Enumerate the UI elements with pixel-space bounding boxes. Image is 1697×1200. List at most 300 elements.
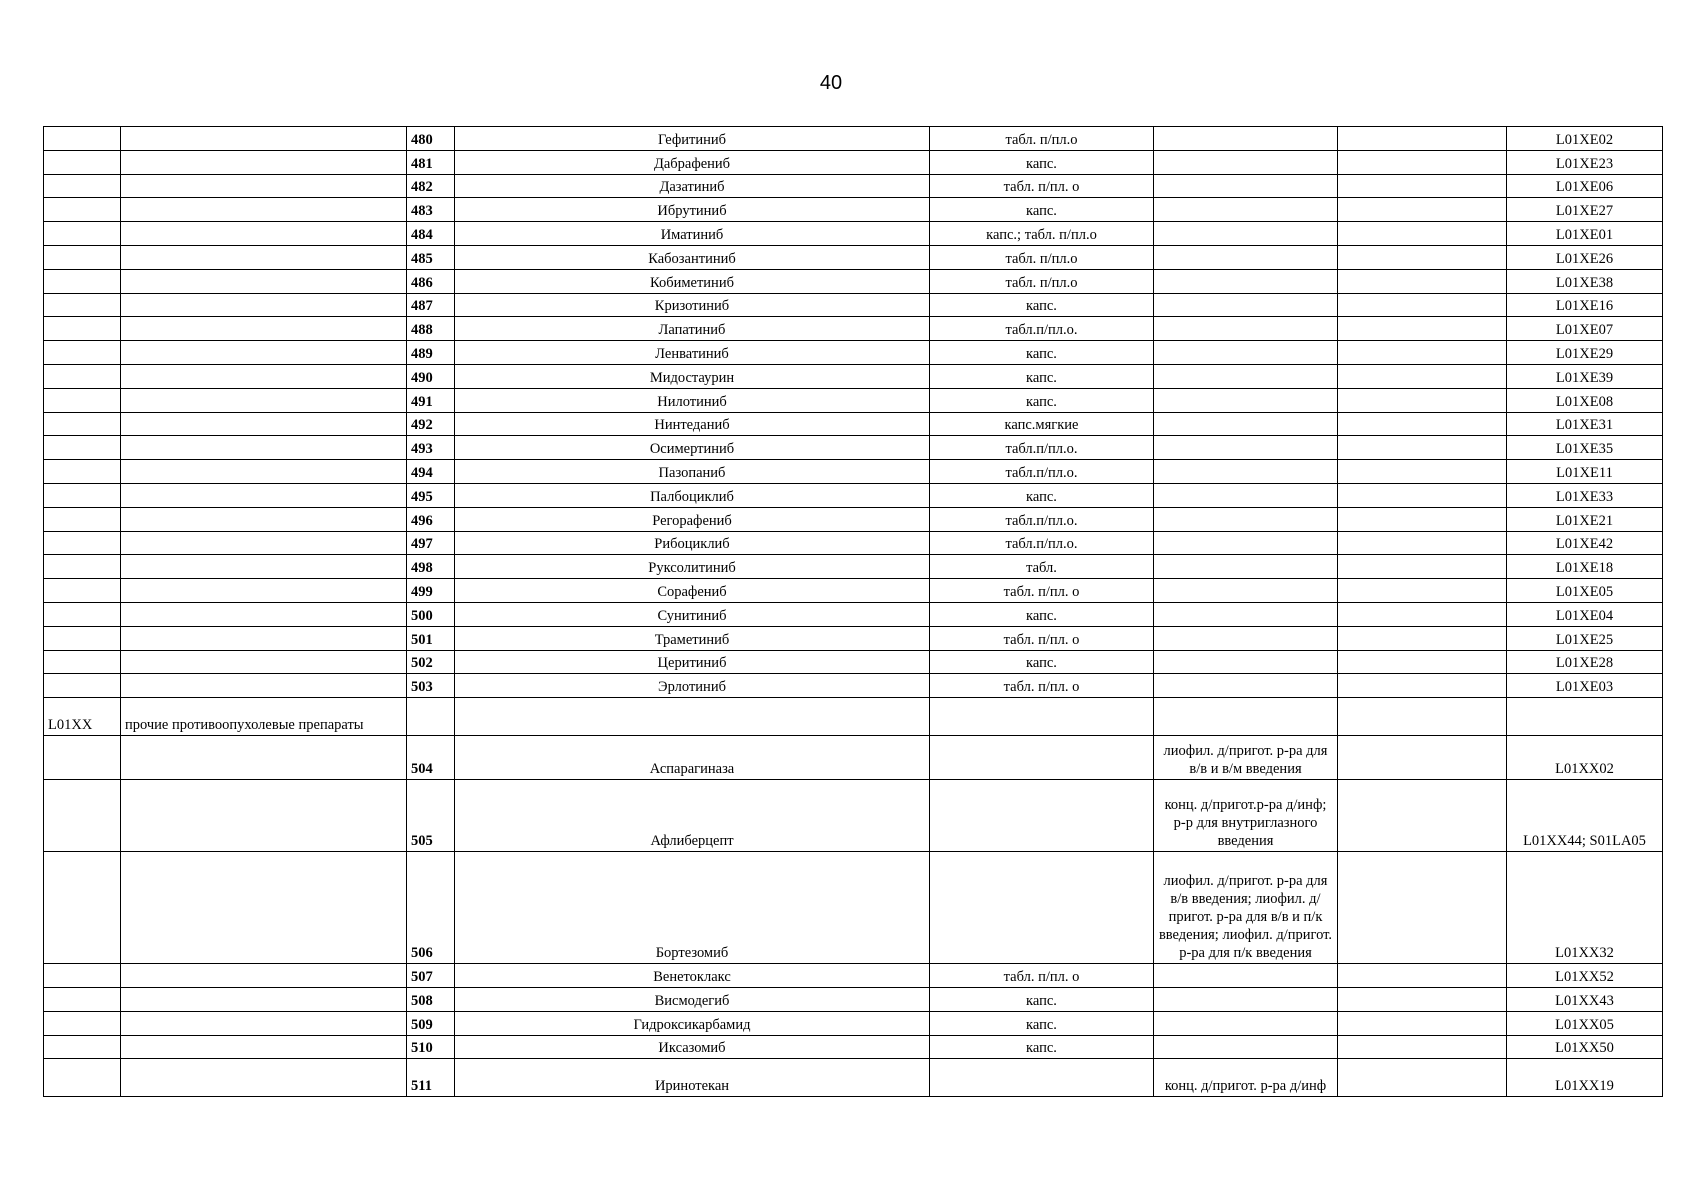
- row-number-cell: 492: [407, 412, 455, 436]
- extra-cell: [1338, 388, 1507, 412]
- group-name-cell: [121, 507, 407, 531]
- atc-drug-code-cell: L01XX44; S01LA05: [1507, 780, 1663, 852]
- group-name-cell: [121, 412, 407, 436]
- atc-drug-code-cell: L01XE39: [1507, 364, 1663, 388]
- extra-cell: [1338, 293, 1507, 317]
- injection-form-cell: конц. д/пригот.р-ра д/инф; р-р для внутриглазного введения: [1154, 780, 1338, 852]
- injection-form-cell: [1154, 198, 1338, 222]
- table-row: [44, 364, 1663, 388]
- drug-name-cell: Ибрутиниб: [455, 198, 930, 222]
- table-row: [44, 674, 1663, 698]
- atc-drug-code-cell: L01XE35: [1507, 436, 1663, 460]
- drug-name-cell: Афлиберцепт: [455, 780, 930, 852]
- dosage-form-cell: [930, 1059, 1154, 1097]
- table-row: [44, 222, 1663, 246]
- table-row: [44, 1011, 1663, 1035]
- atc-code-cell: [44, 780, 121, 852]
- atc-code-cell: [44, 127, 121, 151]
- atc-code-cell: [44, 412, 121, 436]
- table-row: [44, 150, 1663, 174]
- row-number-cell: 494: [407, 460, 455, 484]
- drug-name-cell: Эрлотиниб: [455, 674, 930, 698]
- injection-form-cell: лиофил. д/пригот. р-ра для в/в и в/м введения: [1154, 736, 1338, 780]
- group-name-cell: [121, 198, 407, 222]
- table-row: [44, 602, 1663, 626]
- extra-cell: [1338, 736, 1507, 780]
- atc-drug-code-cell: [1507, 698, 1663, 736]
- atc-drug-code-cell: L01XE25: [1507, 626, 1663, 650]
- row-number-cell: 510: [407, 1035, 455, 1059]
- drug-name-cell: Лапатиниб: [455, 317, 930, 341]
- group-name-cell: [121, 174, 407, 198]
- drug-name-cell: Осимертиниб: [455, 436, 930, 460]
- dosage-form-cell: [930, 780, 1154, 852]
- group-name-cell: [121, 436, 407, 460]
- atc-code-cell: [44, 317, 121, 341]
- injection-form-cell: конц. д/пригот. р-ра д/инф: [1154, 1059, 1338, 1097]
- drug-name-cell: Сорафениб: [455, 579, 930, 603]
- atc-code-cell: [44, 1035, 121, 1059]
- group-name-cell: [121, 626, 407, 650]
- table-row: [44, 626, 1663, 650]
- dosage-form-cell: капс.: [930, 364, 1154, 388]
- atc-drug-code-cell: L01XE18: [1507, 555, 1663, 579]
- extra-cell: [1338, 412, 1507, 436]
- atc-drug-code-cell: L01XE02: [1507, 127, 1663, 151]
- atc-code-cell: [44, 602, 121, 626]
- drug-name-cell: Иксазомиб: [455, 1035, 930, 1059]
- group-name-cell: [121, 1011, 407, 1035]
- drug-name-cell: Траметиниб: [455, 626, 930, 650]
- drug-name-cell: Пазопаниб: [455, 460, 930, 484]
- atc-drug-code-cell: L01XX50: [1507, 1035, 1663, 1059]
- injection-form-cell: [1154, 222, 1338, 246]
- drug-name-cell: Кобиметиниб: [455, 269, 930, 293]
- drug-list-table: [43, 126, 1663, 1097]
- drug-name-cell: Бортезомиб: [455, 852, 930, 964]
- extra-cell: [1338, 579, 1507, 603]
- drug-name-cell: Руксолитиниб: [455, 555, 930, 579]
- extra-cell: [1338, 436, 1507, 460]
- atc-drug-code-cell: L01XX43: [1507, 987, 1663, 1011]
- injection-form-cell: [1154, 698, 1338, 736]
- group-name-cell: [121, 245, 407, 269]
- row-number-cell: 498: [407, 555, 455, 579]
- atc-drug-code-cell: L01XX19: [1507, 1059, 1663, 1097]
- table-row: [44, 987, 1663, 1011]
- extra-cell: [1338, 174, 1507, 198]
- extra-cell: [1338, 507, 1507, 531]
- drug-name-cell: Иматиниб: [455, 222, 930, 246]
- extra-cell: [1338, 852, 1507, 964]
- drug-name-cell: Кризотиниб: [455, 293, 930, 317]
- atc-drug-code-cell: L01XE05: [1507, 579, 1663, 603]
- table-row: [44, 388, 1663, 412]
- row-number-cell: 495: [407, 483, 455, 507]
- dosage-form-cell: табл. п/пл. о: [930, 579, 1154, 603]
- group-name-cell: [121, 964, 407, 988]
- atc-drug-code-cell: L01XE16: [1507, 293, 1663, 317]
- table-row: [44, 127, 1663, 151]
- atc-code-cell: [44, 388, 121, 412]
- dosage-form-cell: табл.п/пл.о.: [930, 436, 1154, 460]
- dosage-form-cell: табл.: [930, 555, 1154, 579]
- atc-drug-code-cell: L01XE11: [1507, 460, 1663, 484]
- drug-name-cell: Гефитиниб: [455, 127, 930, 151]
- dosage-form-cell: табл. п/пл. о: [930, 174, 1154, 198]
- atc-code-cell: [44, 341, 121, 365]
- row-number-cell: [407, 698, 455, 736]
- injection-form-cell: [1154, 602, 1338, 626]
- row-number-cell: 484: [407, 222, 455, 246]
- extra-cell: [1338, 150, 1507, 174]
- injection-form-cell: [1154, 245, 1338, 269]
- table-row: [44, 1059, 1663, 1097]
- extra-cell: [1338, 198, 1507, 222]
- table-row: [44, 198, 1663, 222]
- group-name-cell: [121, 1035, 407, 1059]
- group-name-cell: [121, 650, 407, 674]
- dosage-form-cell: [930, 852, 1154, 964]
- dosage-form-cell: капс.: [930, 341, 1154, 365]
- atc-drug-code-cell: L01XE08: [1507, 388, 1663, 412]
- drug-name-cell: Кабозантиниб: [455, 245, 930, 269]
- group-name-cell: [121, 293, 407, 317]
- extra-cell: [1338, 531, 1507, 555]
- row-number-cell: 485: [407, 245, 455, 269]
- group-name-cell: [121, 483, 407, 507]
- row-number-cell: 511: [407, 1059, 455, 1097]
- injection-form-cell: [1154, 150, 1338, 174]
- row-number-cell: 508: [407, 987, 455, 1011]
- injection-form-cell: [1154, 507, 1338, 531]
- extra-cell: [1338, 341, 1507, 365]
- row-number-cell: 504: [407, 736, 455, 780]
- row-number-cell: 486: [407, 269, 455, 293]
- atc-code-cell: [44, 460, 121, 484]
- table-row: [44, 736, 1663, 780]
- injection-form-cell: [1154, 436, 1338, 460]
- dosage-form-cell: капс.: [930, 483, 1154, 507]
- atc-drug-code-cell: L01XE04: [1507, 602, 1663, 626]
- atc-code-cell: [44, 222, 121, 246]
- dosage-form-cell: капс.: [930, 388, 1154, 412]
- table-body: [44, 127, 1663, 1097]
- extra-cell: [1338, 269, 1507, 293]
- drug-name-cell: Регорафениб: [455, 507, 930, 531]
- group-name-cell: [121, 780, 407, 852]
- atc-drug-code-cell: L01XE28: [1507, 650, 1663, 674]
- dosage-form-cell: табл.п/пл.о.: [930, 317, 1154, 341]
- extra-cell: [1338, 460, 1507, 484]
- dosage-form-cell: табл.п/пл.о.: [930, 460, 1154, 484]
- drug-name-cell: Нилотиниб: [455, 388, 930, 412]
- injection-form-cell: [1154, 1011, 1338, 1035]
- atc-drug-code-cell: L01XX32: [1507, 852, 1663, 964]
- row-number-cell: 506: [407, 852, 455, 964]
- dosage-form-cell: табл. п/пл. о: [930, 626, 1154, 650]
- row-number-cell: 503: [407, 674, 455, 698]
- atc-code-cell: [44, 150, 121, 174]
- injection-form-cell: [1154, 127, 1338, 151]
- table-row: [44, 460, 1663, 484]
- injection-form-cell: [1154, 412, 1338, 436]
- injection-form-cell: [1154, 174, 1338, 198]
- table-row: [44, 174, 1663, 198]
- table-row: [44, 964, 1663, 988]
- group-name-cell: [121, 852, 407, 964]
- atc-code-cell: [44, 555, 121, 579]
- drug-name-cell: Мидостаурин: [455, 364, 930, 388]
- drug-name-cell: Нинтеданиб: [455, 412, 930, 436]
- atc-code-cell: [44, 674, 121, 698]
- injection-form-cell: [1154, 388, 1338, 412]
- page-number: 40: [819, 72, 843, 94]
- atc-code-cell: [44, 650, 121, 674]
- atc-drug-code-cell: L01XE38: [1507, 269, 1663, 293]
- group-name-cell: [121, 602, 407, 626]
- group-name-cell: [121, 364, 407, 388]
- injection-form-cell: [1154, 964, 1338, 988]
- dosage-form-cell: капс.: [930, 150, 1154, 174]
- group-name-cell: [121, 460, 407, 484]
- injection-form-cell: [1154, 987, 1338, 1011]
- row-number-cell: 482: [407, 174, 455, 198]
- injection-form-cell: лиофил. д/пригот. р-ра для в/в введения; лиофил. д/пригот. р-ра для в/в и п/к введения; лиофил. д/пригот. р-ра для п/к введения: [1154, 852, 1338, 964]
- group-name-cell: [121, 531, 407, 555]
- dosage-form-cell: капс.: [930, 293, 1154, 317]
- injection-form-cell: [1154, 555, 1338, 579]
- drug-name-cell: Венетоклакс: [455, 964, 930, 988]
- extra-cell: [1338, 626, 1507, 650]
- extra-cell: [1338, 317, 1507, 341]
- drug-name-cell: Дабрафениб: [455, 150, 930, 174]
- atc-drug-code-cell: L01XE26: [1507, 245, 1663, 269]
- injection-form-cell: [1154, 293, 1338, 317]
- extra-cell: [1338, 483, 1507, 507]
- group-name-cell: [121, 317, 407, 341]
- dosage-form-cell: капс.: [930, 1035, 1154, 1059]
- drug-name-cell: Дазатиниб: [455, 174, 930, 198]
- row-number-cell: 502: [407, 650, 455, 674]
- row-number-cell: 481: [407, 150, 455, 174]
- group-name-cell: [121, 579, 407, 603]
- extra-cell: [1338, 245, 1507, 269]
- group-name-cell: [121, 555, 407, 579]
- table-row: [44, 650, 1663, 674]
- row-number-cell: 480: [407, 127, 455, 151]
- atc-code-cell: [44, 987, 121, 1011]
- extra-cell: [1338, 780, 1507, 852]
- group-name-cell: [121, 674, 407, 698]
- table-row: [44, 555, 1663, 579]
- dosage-form-cell: табл. п/пл.о: [930, 245, 1154, 269]
- table-row: [44, 1035, 1663, 1059]
- injection-form-cell: [1154, 269, 1338, 293]
- row-number-cell: 496: [407, 507, 455, 531]
- table-row: [44, 780, 1663, 852]
- extra-cell: [1338, 222, 1507, 246]
- table-row: [44, 245, 1663, 269]
- table-row: [44, 293, 1663, 317]
- atc-code-cell: [44, 852, 121, 964]
- extra-cell: [1338, 364, 1507, 388]
- atc-code-cell: L01XX: [44, 698, 121, 736]
- table-row: [44, 341, 1663, 365]
- atc-drug-code-cell: L01XE27: [1507, 198, 1663, 222]
- table-row: [44, 698, 1663, 736]
- injection-form-cell: [1154, 674, 1338, 698]
- atc-drug-code-cell: L01XE33: [1507, 483, 1663, 507]
- row-number-cell: 493: [407, 436, 455, 460]
- extra-cell: [1338, 674, 1507, 698]
- table-row: [44, 483, 1663, 507]
- row-number-cell: 500: [407, 602, 455, 626]
- dosage-form-cell: капс.: [930, 650, 1154, 674]
- atc-code-cell: [44, 964, 121, 988]
- dosage-form-cell: табл.п/пл.о.: [930, 507, 1154, 531]
- table-row: [44, 852, 1663, 964]
- atc-code-cell: [44, 579, 121, 603]
- group-name-cell: [121, 269, 407, 293]
- table-row: [44, 531, 1663, 555]
- row-number-cell: 487: [407, 293, 455, 317]
- row-number-cell: 491: [407, 388, 455, 412]
- injection-form-cell: [1154, 317, 1338, 341]
- atc-drug-code-cell: L01XE31: [1507, 412, 1663, 436]
- extra-cell: [1338, 987, 1507, 1011]
- atc-code-cell: [44, 364, 121, 388]
- injection-form-cell: [1154, 364, 1338, 388]
- group-name-cell: [121, 341, 407, 365]
- atc-code-cell: [44, 507, 121, 531]
- table-row: [44, 317, 1663, 341]
- row-number-cell: 507: [407, 964, 455, 988]
- dosage-form-cell: табл. п/пл. о: [930, 674, 1154, 698]
- drug-name-cell: [455, 698, 930, 736]
- injection-form-cell: [1154, 483, 1338, 507]
- atc-code-cell: [44, 245, 121, 269]
- atc-drug-code-cell: L01XE42: [1507, 531, 1663, 555]
- row-number-cell: 505: [407, 780, 455, 852]
- atc-code-cell: [44, 269, 121, 293]
- group-name-cell: [121, 127, 407, 151]
- atc-code-cell: [44, 436, 121, 460]
- group-name-cell: [121, 987, 407, 1011]
- row-number-cell: 499: [407, 579, 455, 603]
- atc-drug-code-cell: L01XE06: [1507, 174, 1663, 198]
- extra-cell: [1338, 1035, 1507, 1059]
- dosage-form-cell: капс.: [930, 987, 1154, 1011]
- injection-form-cell: [1154, 460, 1338, 484]
- group-name-cell: [121, 1059, 407, 1097]
- drug-name-cell: Палбоциклиб: [455, 483, 930, 507]
- row-number-cell: 497: [407, 531, 455, 555]
- group-name-cell: [121, 150, 407, 174]
- drug-name-cell: Висмодегиб: [455, 987, 930, 1011]
- dosage-form-cell: капс.: [930, 602, 1154, 626]
- table-row: [44, 436, 1663, 460]
- group-name-cell: [121, 222, 407, 246]
- extra-cell: [1338, 1059, 1507, 1097]
- injection-form-cell: [1154, 531, 1338, 555]
- atc-drug-code-cell: L01XX52: [1507, 964, 1663, 988]
- atc-code-cell: [44, 483, 121, 507]
- atc-code-cell: [44, 174, 121, 198]
- dosage-form-cell: капс.: [930, 198, 1154, 222]
- row-number-cell: 490: [407, 364, 455, 388]
- atc-code-cell: [44, 1059, 121, 1097]
- dosage-form-cell: капс.; табл. п/пл.о: [930, 222, 1154, 246]
- dosage-form-cell: [930, 736, 1154, 780]
- atc-drug-code-cell: L01XE21: [1507, 507, 1663, 531]
- row-number-cell: 509: [407, 1011, 455, 1035]
- group-name-cell: [121, 736, 407, 780]
- injection-form-cell: [1154, 579, 1338, 603]
- table-row: [44, 579, 1663, 603]
- atc-drug-code-cell: L01XE03: [1507, 674, 1663, 698]
- drug-name-cell: Гидроксикарбамид: [455, 1011, 930, 1035]
- dosage-form-cell: табл. п/пл.о: [930, 127, 1154, 151]
- atc-code-cell: [44, 293, 121, 317]
- injection-form-cell: [1154, 1035, 1338, 1059]
- atc-code-cell: [44, 198, 121, 222]
- extra-cell: [1338, 964, 1507, 988]
- drug-name-cell: Аспарагиназа: [455, 736, 930, 780]
- group-name-cell: прочие противоопухолевые препараты: [121, 698, 407, 736]
- dosage-form-cell: капс.мягкие: [930, 412, 1154, 436]
- extra-cell: [1338, 127, 1507, 151]
- atc-code-cell: [44, 531, 121, 555]
- atc-code-cell: [44, 736, 121, 780]
- dosage-form-cell: капс.: [930, 1011, 1154, 1035]
- table-row: [44, 507, 1663, 531]
- dosage-form-cell: табл. п/пл. о: [930, 964, 1154, 988]
- extra-cell: [1338, 650, 1507, 674]
- drug-name-cell: Ленватиниб: [455, 341, 930, 365]
- injection-form-cell: [1154, 650, 1338, 674]
- dosage-form-cell: [930, 698, 1154, 736]
- atc-drug-code-cell: L01XE29: [1507, 341, 1663, 365]
- atc-drug-code-cell: L01XX05: [1507, 1011, 1663, 1035]
- row-number-cell: 501: [407, 626, 455, 650]
- extra-cell: [1338, 555, 1507, 579]
- drug-name-cell: Иринотекан: [455, 1059, 930, 1097]
- drug-name-cell: Сунитиниб: [455, 602, 930, 626]
- table-row: [44, 269, 1663, 293]
- dosage-form-cell: табл.п/пл.о.: [930, 531, 1154, 555]
- drug-name-cell: Рибоциклиб: [455, 531, 930, 555]
- group-name-cell: [121, 388, 407, 412]
- extra-cell: [1338, 602, 1507, 626]
- atc-drug-code-cell: L01XE01: [1507, 222, 1663, 246]
- injection-form-cell: [1154, 341, 1338, 365]
- extra-cell: [1338, 698, 1507, 736]
- extra-cell: [1338, 1011, 1507, 1035]
- drug-name-cell: Церитиниб: [455, 650, 930, 674]
- row-number-cell: 483: [407, 198, 455, 222]
- row-number-cell: 488: [407, 317, 455, 341]
- dosage-form-cell: табл. п/пл.о: [930, 269, 1154, 293]
- atc-drug-code-cell: L01XX02: [1507, 736, 1663, 780]
- injection-form-cell: [1154, 626, 1338, 650]
- atc-code-cell: [44, 626, 121, 650]
- atc-code-cell: [44, 1011, 121, 1035]
- atc-drug-code-cell: L01XE23: [1507, 150, 1663, 174]
- table-row: [44, 412, 1663, 436]
- row-number-cell: 489: [407, 341, 455, 365]
- atc-drug-code-cell: L01XE07: [1507, 317, 1663, 341]
